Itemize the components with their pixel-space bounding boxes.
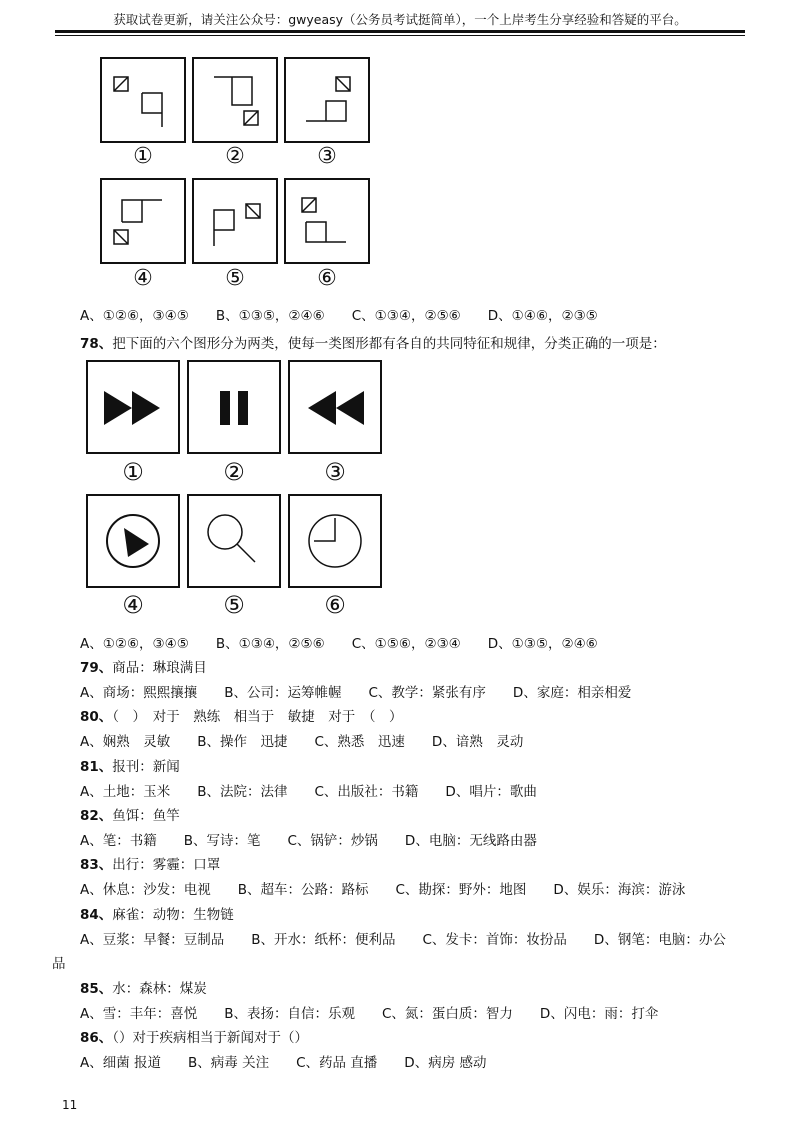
q77-figure-5: [192, 178, 278, 264]
q80-stem: [80, 705, 403, 725]
q77-label-5: ⑤: [225, 266, 245, 291]
q85-number: 85、: [80, 981, 113, 997]
q78-label-2: ②: [223, 458, 245, 486]
q78-figure-4: [86, 494, 180, 588]
page-header: 获取试卷更新，请关注公众号：gwyeasy（公务员考试挺简单），一个上岸考生分享经验和答疑的平台。: [113, 12, 687, 27]
q84-options-line1: A、豆浆：早餐：豆制品 B、开水：纸杯：便利品 C、发卡：首饰：妆扮品 D、钢笔：电脑：办公: [80, 932, 726, 948]
q86-options: A、细菌 报道 B、病毒 关注 C、药品 直播 D、病房 感动: [80, 1055, 487, 1071]
q77-figure-3: [284, 57, 370, 143]
q82-number: 82、: [80, 808, 113, 824]
q78-label-1: ①: [122, 458, 144, 486]
q78-label-5: ⑤: [223, 591, 245, 619]
q86-number: 86、: [80, 1030, 113, 1046]
q78-stem-text: 把下面的六个图形分为两类，使每一类图形都有各自的共同特征和规律，分类正确的一项是：: [112, 336, 666, 352]
q77-figure-6: [284, 178, 370, 264]
q80-number: 80、: [80, 709, 113, 725]
q84-number: 84、: [80, 907, 113, 923]
q78-figure-3: [288, 360, 382, 454]
q84-stem-text: 麻雀：动物：生物链: [112, 907, 234, 923]
q81-options: A、土地：玉米 B、法院：法律 C、出版社：书籍 D、唱片：歌曲: [80, 784, 537, 800]
q77-figure-1: [100, 57, 186, 143]
q77-figure-2: [192, 57, 278, 143]
q78-options: A、①②⑥，③④⑤ B、①③④，②⑤⑥ C、①⑤⑥，②③④ D、①③⑤，②④⑥: [80, 636, 598, 652]
header-rule-thick: [55, 30, 745, 33]
q78-label-6: ⑥: [324, 591, 346, 619]
q77-label-4: ④: [133, 266, 153, 291]
q79-number: 79、: [80, 660, 113, 676]
q79-options: A、商场：熙熙攘攘 B、公司：运筹帷幄 C、教学：紧张有序 D、家庭：相亲相爱: [80, 685, 632, 701]
q85-stem: [80, 977, 207, 997]
q84-stem: [80, 903, 234, 923]
q77-figure-4: [100, 178, 186, 264]
q84-options-line2: 品: [52, 956, 66, 972]
q78-stem: [80, 332, 666, 352]
q77-label-1: ①: [133, 144, 153, 169]
q78-label-3: ③: [324, 458, 346, 486]
q78-figure-6: [288, 494, 382, 588]
q85-options: A、雪：丰年：喜悦 B、表扬：自信：乐观 C、氮：蛋白质：智力 D、闪电：雨：打伞: [80, 1006, 659, 1022]
q78-label-4: ④: [122, 591, 144, 619]
q86-stem-text: （）对于疾病相当于新闻对于（）: [112, 1030, 309, 1046]
q78-number: 78、: [80, 336, 113, 352]
q85-stem-text: 水：森林：煤炭: [112, 981, 207, 997]
q80-options: A、娴熟 灵敏 B、操作 迅捷 C、熟悉 迅速 D、谙熟 灵动: [80, 734, 524, 750]
q81-number: 81、: [80, 759, 113, 775]
q83-number: 83、: [80, 857, 113, 873]
q77-label-2: ②: [225, 144, 245, 169]
q77-options: A、①②⑥，③④⑤ B、①③⑤，②④⑥ C、①③④，②⑤⑥ D、①④⑥，②③⑤: [80, 308, 598, 324]
q83-stem-text: 出行：雾霾：口罩: [112, 857, 221, 873]
header-rule-thin: [55, 35, 745, 36]
q83-stem: [80, 853, 220, 873]
page-number: 11: [62, 1098, 78, 1112]
q77-label-6: ⑥: [317, 266, 337, 291]
q78-figure-5: [187, 494, 281, 588]
q80-stem-text: （ ） 对于 熟练 相当于 敏捷 对于 （ ）: [112, 709, 403, 725]
q82-stem: [80, 804, 180, 824]
q86-stem: [80, 1026, 308, 1046]
q81-stem: [80, 755, 180, 775]
q81-stem-text: 报刊：新闻: [112, 759, 180, 775]
q82-stem-text: 鱼饵：鱼竿: [112, 808, 180, 824]
q83-options: A、休息：沙发：电视 B、超车：公路：路标 C、勘探：野外：地图 D、娱乐：海滨：游泳: [80, 882, 686, 898]
q77-label-3: ③: [317, 144, 337, 169]
q78-figure-2: [187, 360, 281, 454]
q82-options: A、笔：书籍 B、写诗：笔 C、锅铲：炒锅 D、电脑：无线路由器: [80, 833, 537, 849]
q79-stem: [80, 656, 207, 676]
q79-stem-text: 商品：琳琅满目: [112, 660, 207, 676]
q78-figure-1: [86, 360, 180, 454]
